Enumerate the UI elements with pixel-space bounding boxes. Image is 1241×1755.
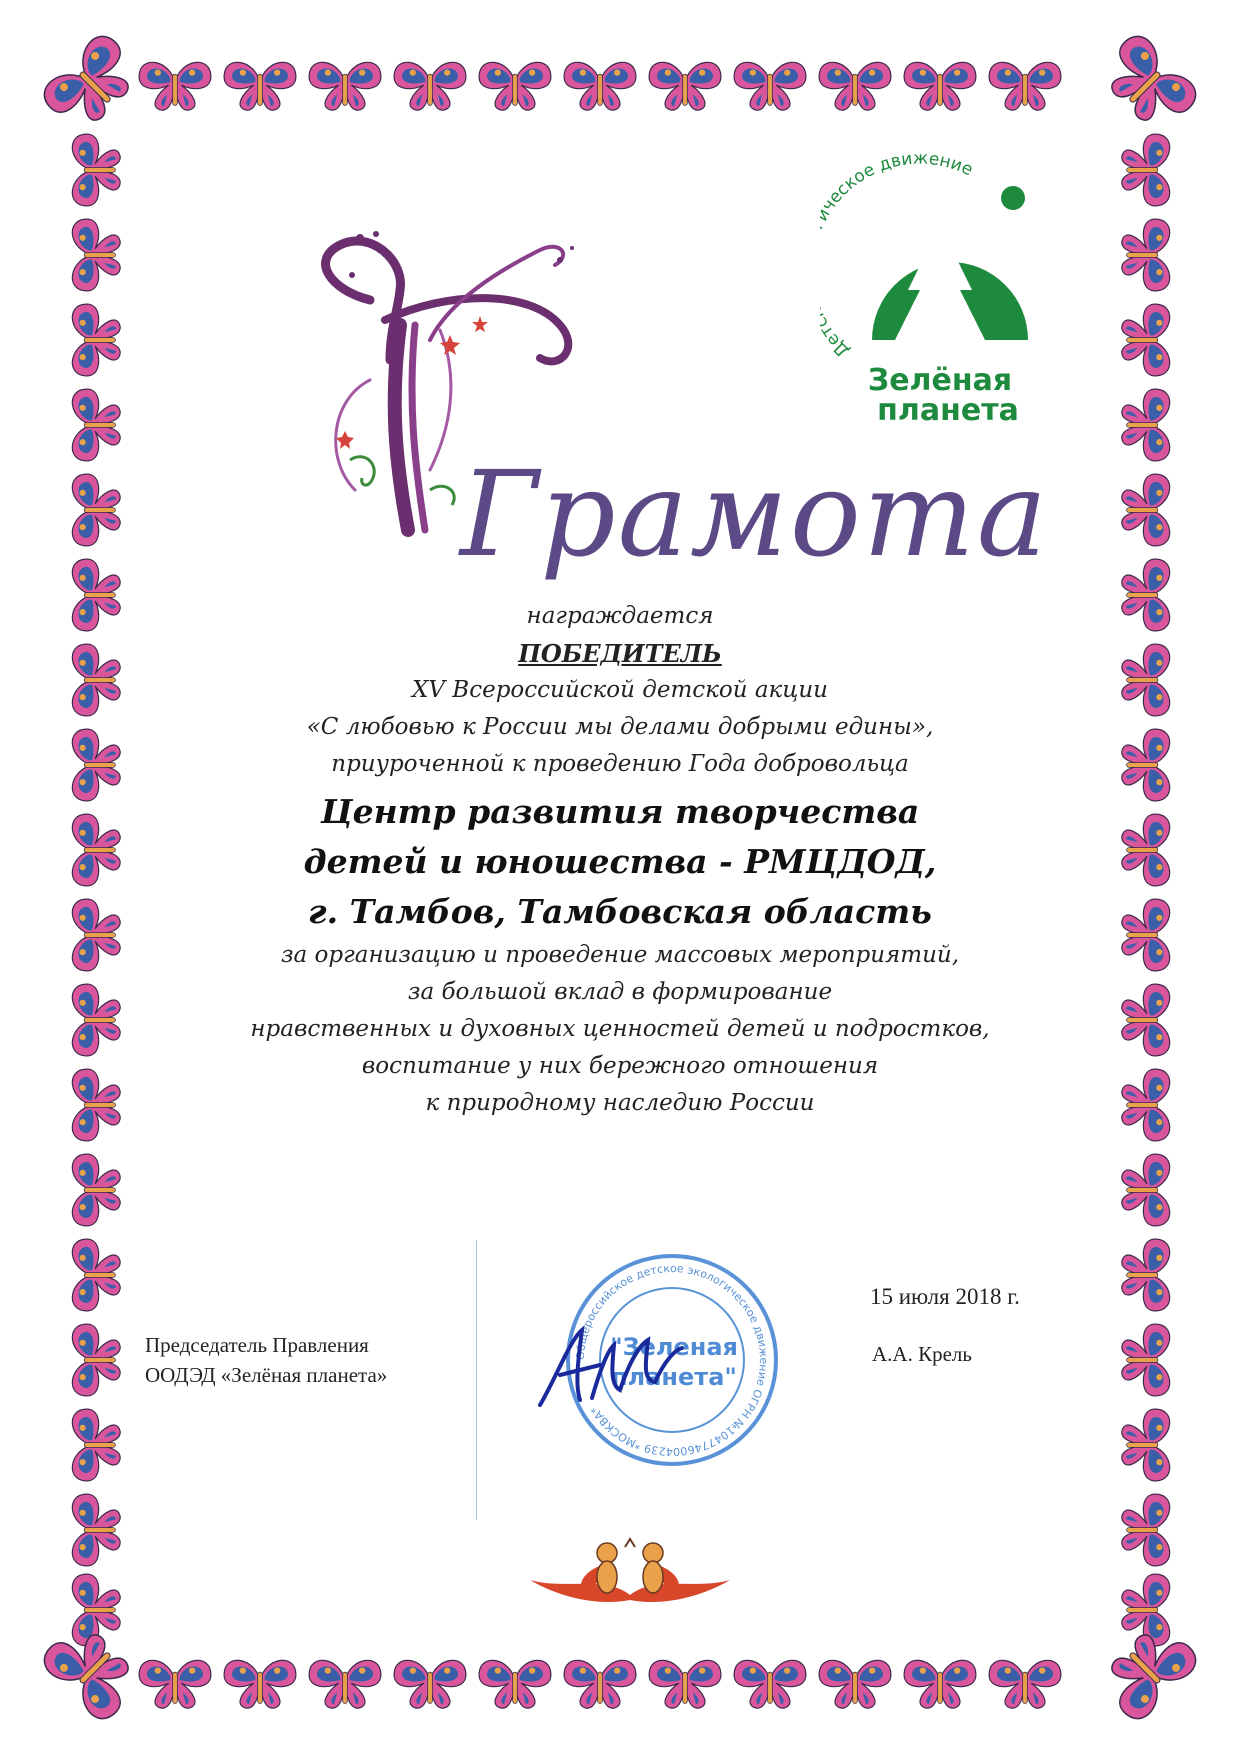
signatory-name: А.А. Крель (872, 1342, 972, 1366)
border-right (1122, 134, 1170, 1646)
reason-line: за организацию и проведение массовых мероприятий, (280, 942, 960, 968)
issue-date: 15 июля 2018 г. (870, 1284, 1020, 1309)
signature-scribble-icon (530, 1320, 690, 1420)
bird-ornament-icon (525, 1535, 735, 1610)
signatory-position (145, 1330, 387, 1390)
border-left (72, 134, 120, 1646)
svg-text:Общероссийское детское экологи: Общероссийское детское экологическое движение ОГРН №1047746004239 *МОСКВА* (573, 1261, 771, 1459)
bottom-ornament (525, 1535, 735, 1610)
border-top (139, 62, 1061, 110)
event-line: «С любовью к России мы делами добрыми едины», (306, 714, 934, 740)
position-line: ООДЭД «Зелёная планета» (145, 1363, 388, 1387)
reason-line: к природному наследию России (425, 1090, 815, 1116)
event-line: приуроченной к проведению Года добровольца (331, 751, 909, 777)
reason-line: нравственных и духовных ценностей детей и подростков, (250, 1016, 990, 1042)
divider (476, 1240, 477, 1520)
reason-line: за большой вклад в формирование (407, 979, 833, 1005)
logo-name-line1: Зелёная (867, 363, 1013, 398)
svg-text:"Зеленая: "Зеленая (610, 1333, 738, 1361)
logo-arc-text: Де ческое движение (820, 150, 976, 361)
handwritten-signature (530, 1320, 690, 1420)
certificate-title: Грамота (460, 445, 1050, 583)
green-planet-logo (820, 150, 1060, 450)
organization-line: г. Тамбов, Тамбовская область (308, 892, 932, 931)
reason-line: воспитание у них бережного отношения (361, 1053, 879, 1079)
event-line: XV Всероссийской детской акции (412, 677, 828, 703)
position-line: Председатель Правления (145, 1333, 369, 1357)
border-bottom (139, 1660, 1061, 1708)
logo-name-line2: планета (877, 393, 1019, 428)
winner-line: ПОБЕДИТЕЛЬ (518, 639, 722, 668)
awarded-line: награждается (526, 603, 714, 629)
organization-line: детей и юношества - РМЦДОД, (303, 842, 937, 881)
award-text (200, 598, 1040, 1122)
fir-tree-icon (820, 150, 1060, 450)
organization-line: Центр развития творчества (320, 792, 920, 831)
svg-text:планета": планета" (611, 1363, 737, 1391)
